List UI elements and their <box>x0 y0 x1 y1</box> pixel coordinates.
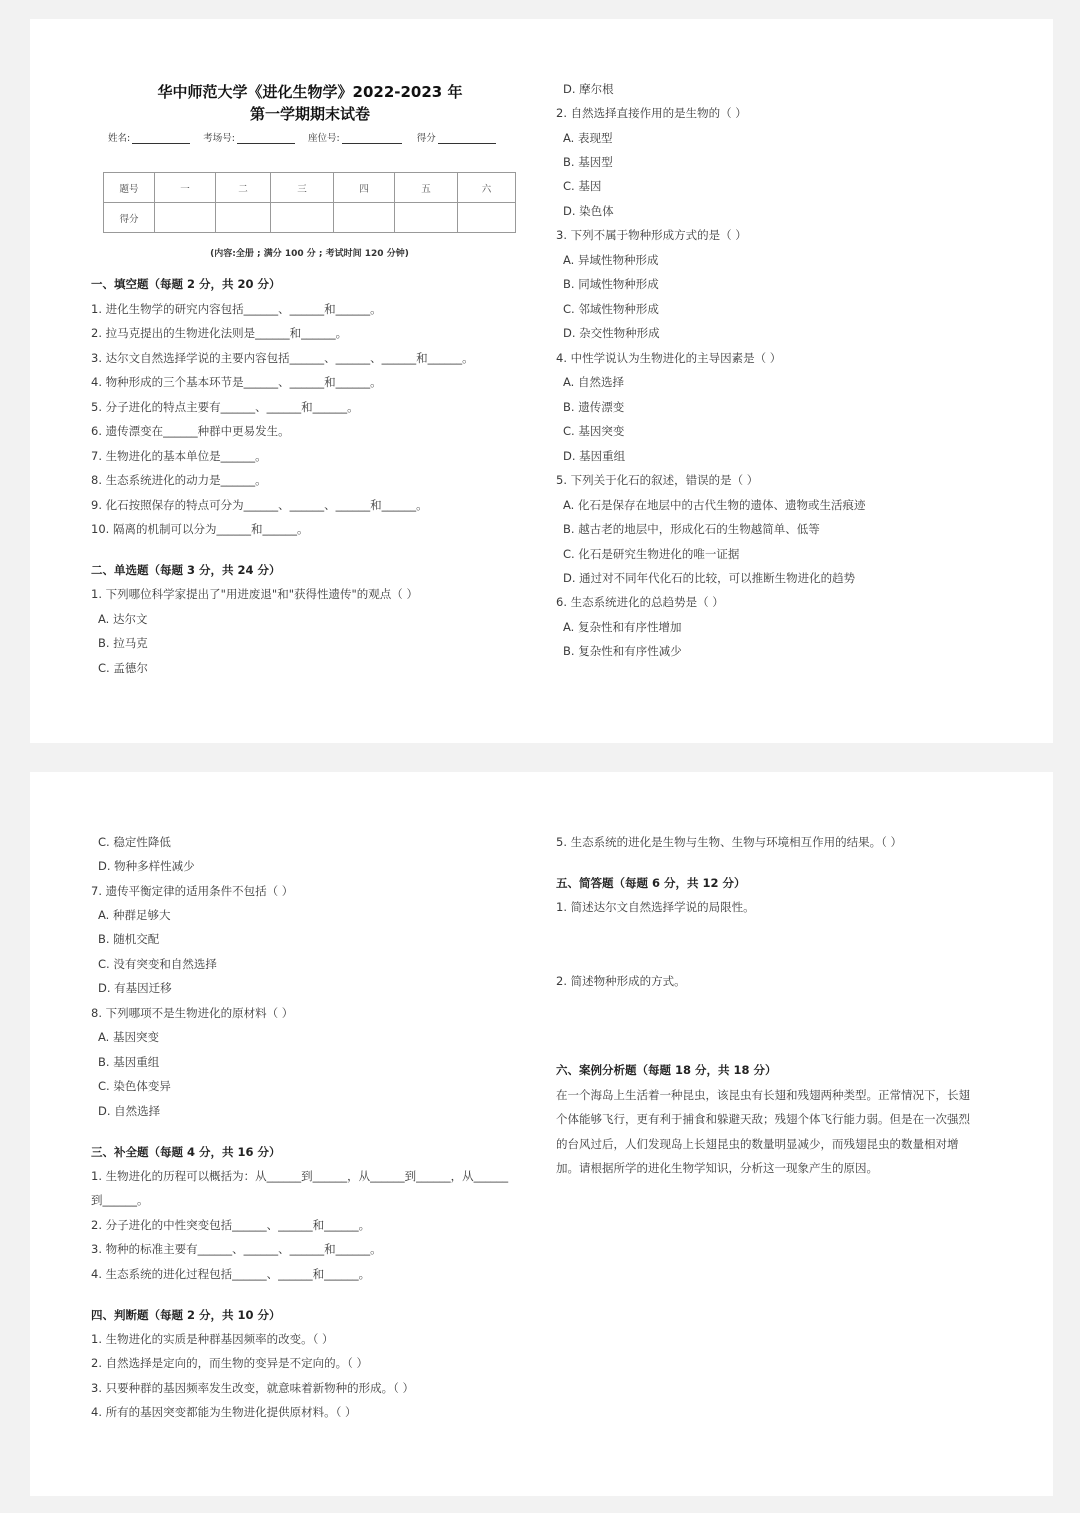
option-line: D. 物种多样性减少 <box>98 859 195 873</box>
score-cell[interactable] <box>334 203 395 233</box>
exam-note: (内容:全册 ; 满分 100 分 ; 考试时间 120 分钟) <box>210 249 409 259</box>
option-line: C. 染色体变异 <box>98 1079 171 1093</box>
question-line: 7. 遗传平衡定律的适用条件不包括（ ） <box>91 884 294 898</box>
section-heading: 六、案例分析题（每题 18 分，共 18 分） <box>556 1063 777 1077</box>
name-field-label: 姓名: <box>108 133 131 144</box>
score-table-col-2: 二 <box>216 173 271 203</box>
section-heading: 二、单选题（每题 3 分，共 24 分） <box>91 563 281 577</box>
option-line: B. 基因重组 <box>98 1055 160 1069</box>
score-table-header-row <box>104 173 516 203</box>
question-line: 4. 物种形成的三个基本环节是______、______和______。 <box>91 375 382 389</box>
option-line: D. 有基因迁移 <box>98 981 172 995</box>
question-line: 8. 下列哪项不是生物进化的原材料（ ） <box>91 1006 294 1020</box>
option-line: A. 复杂性和有序性增加 <box>563 620 682 634</box>
seat-number-label: 座位号: <box>307 133 340 144</box>
score-label: 得分 <box>416 133 436 144</box>
option-line: A. 异域性物种形成 <box>563 253 659 267</box>
name-field-blank <box>132 133 190 144</box>
case-text-line: 加。请根据所学的进化生物学知识，分析这一现象产生的原因。 <box>556 1161 878 1175</box>
score-table-header-label: 题号 <box>104 173 155 203</box>
question-line: 2. 简述物种形成的方式。 <box>556 974 686 988</box>
section-heading: 五、简答题（每题 6 分，共 12 分） <box>556 876 746 890</box>
score-cell[interactable] <box>271 203 334 233</box>
score-table-col-1: 一 <box>155 173 216 203</box>
question-line: 5. 下列关于化石的叙述，错误的是（ ） <box>556 473 759 487</box>
option-line: B. 遗传漂变 <box>563 400 625 414</box>
score-table-col-4: 四 <box>334 173 395 203</box>
case-text-line: 在一个海岛上生活着一种昆虫，该昆虫有长翅和残翅两种类型。正常情况下，长翅 <box>556 1088 970 1102</box>
option-line: D. 摩尔根 <box>563 82 614 96</box>
option-line: C. 基因 <box>563 179 602 193</box>
option-line: D. 通过对不同年代化石的比较，可以推断生物进化的趋势 <box>563 571 856 585</box>
question-line: 1. 进化生物学的研究内容包括______、______和______。 <box>91 302 382 316</box>
option-line: A. 基因突变 <box>98 1030 159 1044</box>
question-line: 1. 生物进化的历程可以概括为：从______到______，从______到______，从______ <box>91 1169 509 1183</box>
question-line: 10. 隔离的机制可以分为______和______。 <box>91 522 309 536</box>
question-line: 6. 生态系统进化的总趋势是（ ） <box>556 595 724 609</box>
score-cell[interactable] <box>395 203 458 233</box>
option-line: D. 杂交性物种形成 <box>563 326 660 340</box>
option-line: C. 孟德尔 <box>98 661 148 675</box>
question-line: 3. 只要种群的基因频率发生改变，就意味着新物种的形成。（ ） <box>91 1381 415 1395</box>
score-table-score-row <box>104 203 516 233</box>
score-table-col-3: 三 <box>271 173 334 203</box>
question-line: 3. 下列不属于物种形成方式的是（ ） <box>556 228 747 242</box>
section-heading: 三、补全题（每题 4 分，共 16 分） <box>91 1145 281 1159</box>
question-line: 5. 生态系统的进化是生物与生物、生物与环境相互作用的结果。（ ） <box>556 835 903 849</box>
score-cell[interactable] <box>155 203 216 233</box>
score-cell[interactable] <box>216 203 271 233</box>
case-text-line: 个体能够飞行，更有利于捕食和躲避天敌；残翅个体飞行能力弱。但是在一次强烈 <box>556 1112 970 1126</box>
option-line: B. 复杂性和有序性减少 <box>563 644 682 658</box>
question-line: 3. 物种的标准主要有______、______、______和______。 <box>91 1242 382 1256</box>
question-line: 2. 自然选择是定向的，而生物的变异是不定向的。（ ） <box>91 1356 369 1370</box>
info-line <box>108 130 496 144</box>
exam-room-blank <box>237 133 295 144</box>
exam-page-1 <box>30 19 1053 743</box>
option-line: C. 没有突变和自然选择 <box>98 957 217 971</box>
option-line: C. 邻域性物种形成 <box>563 302 659 316</box>
option-line: B. 越古老的地层中，形成化石的生物越简单、低等 <box>563 522 820 536</box>
question-line: 4. 中性学说认为生物进化的主导因素是（ ） <box>556 351 782 365</box>
question-line: 1. 简述达尔文自然选择学说的局限性。 <box>556 900 755 914</box>
option-line: B. 拉马克 <box>98 636 148 650</box>
option-line: D. 染色体 <box>563 204 614 218</box>
score-blank <box>438 133 496 144</box>
question-line: 6. 遗传漂变在______种群中更易发生。 <box>91 424 290 438</box>
question-line: 2. 拉马克提出的生物进化法则是______和______。 <box>91 326 348 340</box>
question-line: 4. 生态系统的进化过程包括______、______和______。 <box>91 1267 371 1281</box>
section-heading: 四、判断题（每题 2 分，共 10 分） <box>91 1308 281 1322</box>
score-table <box>103 172 516 233</box>
question-line: 3. 达尔文自然选择学说的主要内容包括______、______、______和______。 <box>91 351 474 365</box>
option-line: C. 化石是研究生物进化的唯一证据 <box>563 547 740 561</box>
score-table-score-label: 得分 <box>104 203 155 233</box>
score-cell[interactable] <box>458 203 516 233</box>
option-line: A. 化石是保存在地层中的古代生物的遗体、遗物或生活痕迹 <box>563 498 866 512</box>
question-line: 8. 生态系统进化的动力是______。 <box>91 473 267 487</box>
option-line: B. 随机交配 <box>98 932 160 946</box>
exam-title-line2: 第一学期期末试卷 <box>249 105 370 123</box>
question-line: 4. 所有的基因突变都能为生物进化提供原材料。（ ） <box>91 1405 357 1419</box>
question-line: 1. 下列哪位科学家提出了"用进废退"和"获得性遗传"的观点（ ） <box>91 587 418 601</box>
score-table-col-5: 五 <box>395 173 458 203</box>
section-heading: 一、填空题（每题 2 分，共 20 分） <box>91 277 281 291</box>
exam-title-line1: 华中师范大学《进化生物学》2022-2023 年 <box>157 83 463 101</box>
seat-number-blank <box>342 133 402 144</box>
exam-room-label: 考场号: <box>203 133 235 144</box>
case-text-line: 的台风过后，人们发现岛上长翅昆虫的数量明显减少，而残翅昆虫的数量相对增 <box>556 1137 959 1151</box>
option-line: A. 种群足够大 <box>98 908 171 922</box>
question-line: 2. 自然选择直接作用的是生物的（ ） <box>556 106 747 120</box>
question-line: 9. 化石按照保存的特点可分为______、______、______和______。 <box>91 498 428 512</box>
option-line: B. 同域性物种形成 <box>563 277 659 291</box>
option-line: B. 基因型 <box>563 155 613 169</box>
option-line: A. 达尔文 <box>98 612 148 626</box>
question-line: 到______。 <box>91 1193 149 1207</box>
question-line: 2. 分子进化的中性突变包括______、______和______。 <box>91 1218 371 1232</box>
score-table-col-6: 六 <box>458 173 516 203</box>
question-line: 5. 分子进化的特点主要有______、______和______。 <box>91 400 359 414</box>
question-line: 7. 生物进化的基本单位是______。 <box>91 449 267 463</box>
option-line: C. 稳定性降低 <box>98 835 171 849</box>
option-line: C. 基因突变 <box>563 424 625 438</box>
exam-page-2 <box>30 772 1053 1496</box>
option-line: D. 自然选择 <box>98 1104 161 1118</box>
question-line: 1. 生物进化的实质是种群基因频率的改变。（ ） <box>91 1332 334 1346</box>
option-line: A. 表现型 <box>563 131 613 145</box>
option-line: A. 自然选择 <box>563 375 624 389</box>
option-line: D. 基因重组 <box>563 449 626 463</box>
